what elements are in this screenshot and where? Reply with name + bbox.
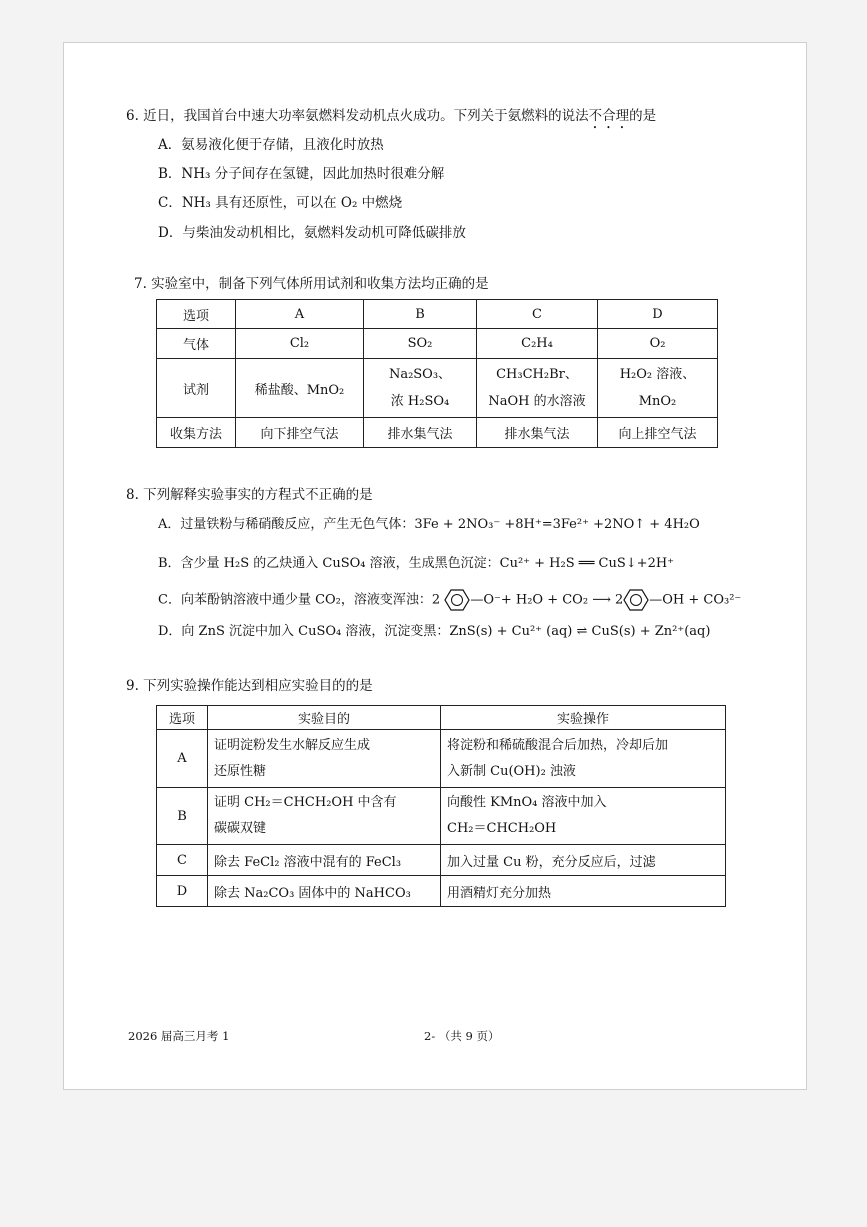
q8-option-c	[158, 589, 741, 611]
table-cell: 用酒精灯充分加热	[441, 876, 726, 907]
table-row	[157, 706, 726, 730]
benzene-ring-icon	[623, 589, 649, 611]
table-cell	[441, 788, 726, 845]
table-row	[157, 418, 718, 448]
table-row	[157, 845, 726, 876]
operation-line: 入新制 Cu(OH)₂ 浊液	[447, 763, 576, 779]
purpose-line: 还原性糖	[214, 763, 267, 779]
q8-c-arrow: ⟶	[592, 592, 611, 608]
q9-stem: 9. 下列实验操作能达到相应实验目的的是	[126, 678, 373, 694]
q6-option-b: B．NH₃ 分子间存在氢键，因此加热时很难分解	[158, 166, 445, 182]
table-cell: 排水集气法	[364, 418, 477, 448]
q8-option-d: D．向 ZnS 沉淀中加入 CuSO₄ 溶液，沉淀变黑：ZnS(s) + Cu²⁺ (aq) ⇌ CuS(s) + Zn²⁺(aq)	[158, 624, 711, 639]
q8-c-coef: 2	[614, 592, 624, 608]
q6-option-c: C．NH₃ 具有还原性，可以在 O₂ 中燃烧	[158, 195, 403, 211]
table-cell: 试剂	[157, 359, 236, 418]
reagent-d-line1: H₂O₂ 溶液、	[619, 367, 696, 382]
table-row	[157, 876, 726, 907]
q8-c-mid2: —OH + CO₃²⁻	[649, 592, 742, 608]
table-cell: C	[157, 845, 208, 876]
purpose-line: 证明淀粉发生水解反应生成	[214, 737, 371, 753]
table-row	[157, 329, 718, 359]
table-cell: Cl₂	[236, 329, 364, 359]
q6-stem-emph: 不合理	[588, 108, 630, 124]
table-cell	[441, 730, 726, 788]
table-cell: 除去 FeCl₂ 溶液中混有的 FeCl₃	[208, 845, 441, 876]
q6-stem	[126, 107, 656, 132]
q7-table	[156, 299, 718, 448]
q9-table	[156, 705, 726, 907]
table-cell: 排水集气法	[477, 418, 598, 448]
footer-page-number: 2- （共 9 页）	[424, 1029, 500, 1043]
table-cell	[598, 359, 718, 418]
q8-option-b: B．含少量 H₂S 的乙炔通入 CuSO₄ 溶液，生成黑色沉淀：Cu²⁺ + H₂S ══ CuS↓+2H⁺	[158, 556, 675, 571]
operation-line: 向酸性 KMnO₄ 溶液中加入	[447, 795, 607, 810]
q7-stem: 7. 实验室中，制备下列气体所用试剂和收集方法均正确的是	[134, 276, 489, 292]
reagent-d-line2: MnO₂	[638, 394, 677, 409]
benzene-ring-icon	[444, 589, 470, 611]
table-cell: 向上排空气法	[598, 418, 718, 448]
table-cell: 稀盐酸、MnO₂	[236, 359, 364, 418]
q8-stem: 8. 下列解释实验事实的方程式不正确的是	[126, 487, 373, 503]
table-cell: D	[598, 300, 718, 329]
table-cell: 除去 Na₂CO₃ 固体中的 NaHCO₃	[208, 876, 441, 907]
table-cell: C₂H₄	[477, 329, 598, 359]
table-cell: C	[477, 300, 598, 329]
table-cell	[208, 788, 441, 845]
table-cell: 实验目的	[208, 706, 441, 730]
q8-c-text: C．向苯酚钠溶液中通少量 CO₂，溶液变浑浊：2	[158, 592, 441, 608]
operation-line: CH₂＝CHCH₂OH	[447, 821, 557, 836]
q8-c-mid1: —O⁻+ H₂O + CO₂	[470, 592, 589, 608]
table-cell: D	[157, 876, 208, 907]
table-cell: 收集方法	[157, 418, 236, 448]
table-cell: B	[157, 788, 208, 845]
table-cell: A	[236, 300, 364, 329]
table-cell: 实验操作	[441, 706, 726, 730]
q6-option-d: D．与柴油发动机相比，氨燃料发动机可降低碳排放	[158, 225, 466, 241]
table-cell: 气体	[157, 329, 236, 359]
footer-exam-name: 2026 届高三月考 1	[128, 1029, 230, 1043]
reagent-b-line1: Na₂SO₃、	[388, 367, 452, 382]
table-cell	[477, 359, 598, 418]
table-cell: 加入过量 Cu 粉，充分反应后，过滤	[441, 845, 726, 876]
table-cell: A	[157, 730, 208, 788]
table-cell	[364, 359, 477, 418]
table-row	[157, 359, 718, 418]
q8-option-a: A．过量铁粉与稀硝酸反应，产生无色气体：3Fe + 2NO₃⁻ +8H⁺=3Fe²⁺ +2NO↑ + 4H₂O	[158, 517, 700, 532]
table-row	[157, 730, 726, 788]
reagent-c-line2: NaOH 的水溶液	[488, 394, 586, 409]
table-cell: O₂	[598, 329, 718, 359]
reagent-c-line1: CH₃CH₂Br、	[496, 367, 578, 382]
table-cell: 选项	[157, 300, 236, 329]
q6-option-a: A．氨易液化便于存储，且液化时放热	[158, 137, 384, 153]
q6-stem-before: 6. 近日，我国首台中速大功率氨燃料发动机点火成功。下列关于氨燃料的说法	[126, 108, 589, 124]
table-cell: 向下排空气法	[236, 418, 364, 448]
table-row	[157, 300, 718, 329]
purpose-line: 碳碳双键	[214, 821, 267, 836]
table-cell: B	[364, 300, 477, 329]
exam-page	[63, 42, 807, 1090]
purpose-line: 证明 CH₂＝CHCH₂OH 中含有	[214, 795, 397, 810]
table-cell	[208, 730, 441, 788]
table-cell: 选项	[157, 706, 208, 730]
table-row	[157, 788, 726, 845]
operation-line: 将淀粉和稀硫酸混合后加热，冷却后加	[447, 737, 669, 753]
q6-stem-after: 的是	[629, 108, 657, 124]
table-cell: SO₂	[364, 329, 477, 359]
reagent-b-line2: 浓 H₂SO₄	[390, 394, 450, 409]
